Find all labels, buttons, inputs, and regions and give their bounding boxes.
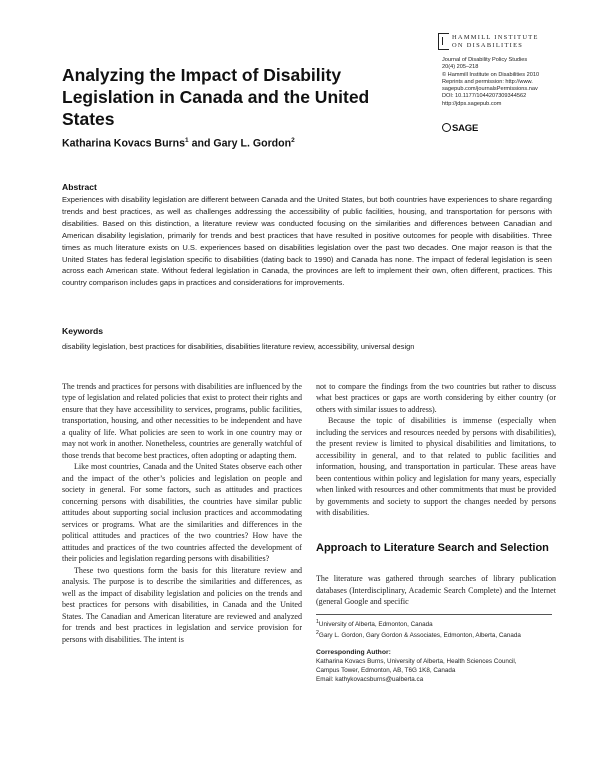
- corresponding-author-line-2: Campus Tower, Edmonton, AB, T6G 1K8, Canada: [316, 667, 456, 675]
- body-paragraph-4: not to compare the findings from the two countries but rather to discuss what best practices or gaps are worth considering by either country (or others with similar issues to address).: [316, 382, 556, 414]
- body-paragraph-1: The trends and practices for persons with disabilities are influenced by the type of legislation and related policies that exist to protect their rights and ensure that they have accessibility to services, programs, public facilities, transportation, housing, and other necessities to be independent and have a quality of life. What policies are seen to work in one country may or may not work in another. Nonetheless, countries are generally watchful of those trends that become best practices, often adopting or adapting them.: [62, 382, 302, 460]
- body-paragraph-3: These two questions form the basis for this literature review and analysis. The purpose is to describe the similarities and differences, as well as the impact of disability legislation and policies on the trends and best practices for persons with disabilities, in Canada and the United States. The Canadian and American literature are reviewed and analyzed for trends and best practices in legislation and service provision for persons with disabilities. The intent is: [62, 565, 302, 644]
- doi[interactable]: DOI: 10.1177/1044207309344562: [442, 93, 527, 100]
- corresponding-author-line-1: Katharina Kovacs Burns, University of Alberta, Health Sciences Council,: [316, 658, 517, 666]
- body-paragraph-5: Because the topic of disabilities is immense (especially when including the services and resources needed by persons with disabilities), the present review is limited to physical disabilities and limitations, to accessibility in general, and to that related to public facilities and information, housing, and transportation in particular. These areas have been contentious within policy and legislation for many years, especially when linked with resources and other commitments that must be provided by governments and society to support the changes needed by persons with disabilities.: [316, 416, 556, 518]
- body-left-column: [62, 381, 302, 645]
- hammill-logo-icon: [438, 33, 449, 50]
- footnote-2: [316, 629, 556, 640]
- author-1: Katharina Kovacs Burns: [62, 137, 186, 150]
- author-connector: and: [188, 137, 214, 150]
- journal-name: Journal of Disability Policy Studies: [442, 57, 528, 63]
- footnotes: [316, 618, 556, 684]
- journal-url[interactable]: http://jdps.sagepub.com: [442, 100, 502, 107]
- author-line: [62, 137, 295, 150]
- abstract-text: Experiences with disability legislation are different between Canada and the United States, but both countries have experiences to share regarding trends and best practices, as well as challenges addressing the accessibility of public facilities, housing, and transportation for persons with disabilities. Based on this distinction, a literature review was conducted focusing on the similarities and differences between Canadian and American disability legislation, primarily for trends and best practices that have resulted in positive outcomes for people with disabilities. Three times as much literature exists on U.S. experiences based on disabilities legislation over the past two decades. One major reason is that the United States has federal legislation specific to disabilities (dating back to 1990) and Canada has none. The impact of federal legislation is seen across each American state. Without federal legislation in Canada, the provinces are left to implement their own, often different, practices. This country comparison includes gaps in practices and considerations for improvements.: [62, 195, 552, 288]
- sage-wordmark: SAGE: [452, 123, 479, 134]
- sage-logo: [442, 123, 478, 134]
- section-heading-literature-search: Approach to Literature Search and Selection: [316, 542, 549, 554]
- logo-line-1: HAMMILL INSTITUTE: [452, 34, 539, 41]
- author-2-affiliation: 2: [291, 137, 295, 144]
- body-right-column: [316, 381, 556, 519]
- logo-line-2: ON DISABILITIES: [452, 42, 524, 49]
- keywords-text: disability legislation, best practices for disabilities, disabilities literature review, accessibility, universal design: [62, 342, 415, 351]
- footnote-2-marker: 2: [316, 630, 319, 637]
- sage-disc-icon: [442, 123, 451, 132]
- body-paragraph-6: The literature was gathered through searches of library publication databases (Interdisciplinary, Academic Search Complete) and the Internet (general Google and specific: [316, 574, 556, 606]
- author-2: Gary L. Gordon: [213, 137, 292, 150]
- keywords-heading: Keywords: [62, 326, 104, 336]
- footnote-1: [316, 618, 556, 629]
- footnote-divider: [316, 614, 552, 615]
- publisher-logo: [438, 33, 548, 53]
- permissions-url[interactable]: sagepub.com/journalsPermissions.nav: [442, 86, 538, 93]
- footnote-2-text: Gary L. Gordon, Gary Gordon & Associates, Edmonton, Alberta, Canada: [318, 632, 521, 640]
- corresponding-author-email[interactable]: Email: kathykovacsburns@ualberta.ca: [316, 676, 424, 684]
- copyright: © Hammill Institute on Disabilities 2010: [442, 71, 540, 78]
- author-1-affiliation: 1: [185, 137, 189, 144]
- journal-info: [442, 57, 582, 108]
- abstract-heading: Abstract: [62, 182, 97, 192]
- footnote-1-marker: 1: [316, 619, 319, 625]
- reprints-line: Reprints and permission: http://www.: [442, 78, 533, 85]
- body-paragraph-2: Like most countries, Canada and the United States observe each other and the impact of the other’s policies and legislation on people and society in general. For some factors, such as attitudes and practices concerning persons with disabilities, the countries have similar public attitudes about supporting social inclusion practices and accommodating services or programs. What are the similarities and differences in the political attitudes and practices of the two countries? How have the attitudes and practices of the two countries affected the development of their policies and legislation regarding persons with disabilities?: [62, 462, 302, 564]
- journal-volume: 20(4) 205–218: [442, 64, 479, 71]
- corresponding-author-heading: Corresponding Author:: [316, 649, 391, 657]
- footnote-1-text: University of Alberta, Edmonton, Canada: [318, 621, 433, 629]
- article-title: Analyzing the Impact of Disability Legislation in Canada and the United States: [62, 65, 370, 129]
